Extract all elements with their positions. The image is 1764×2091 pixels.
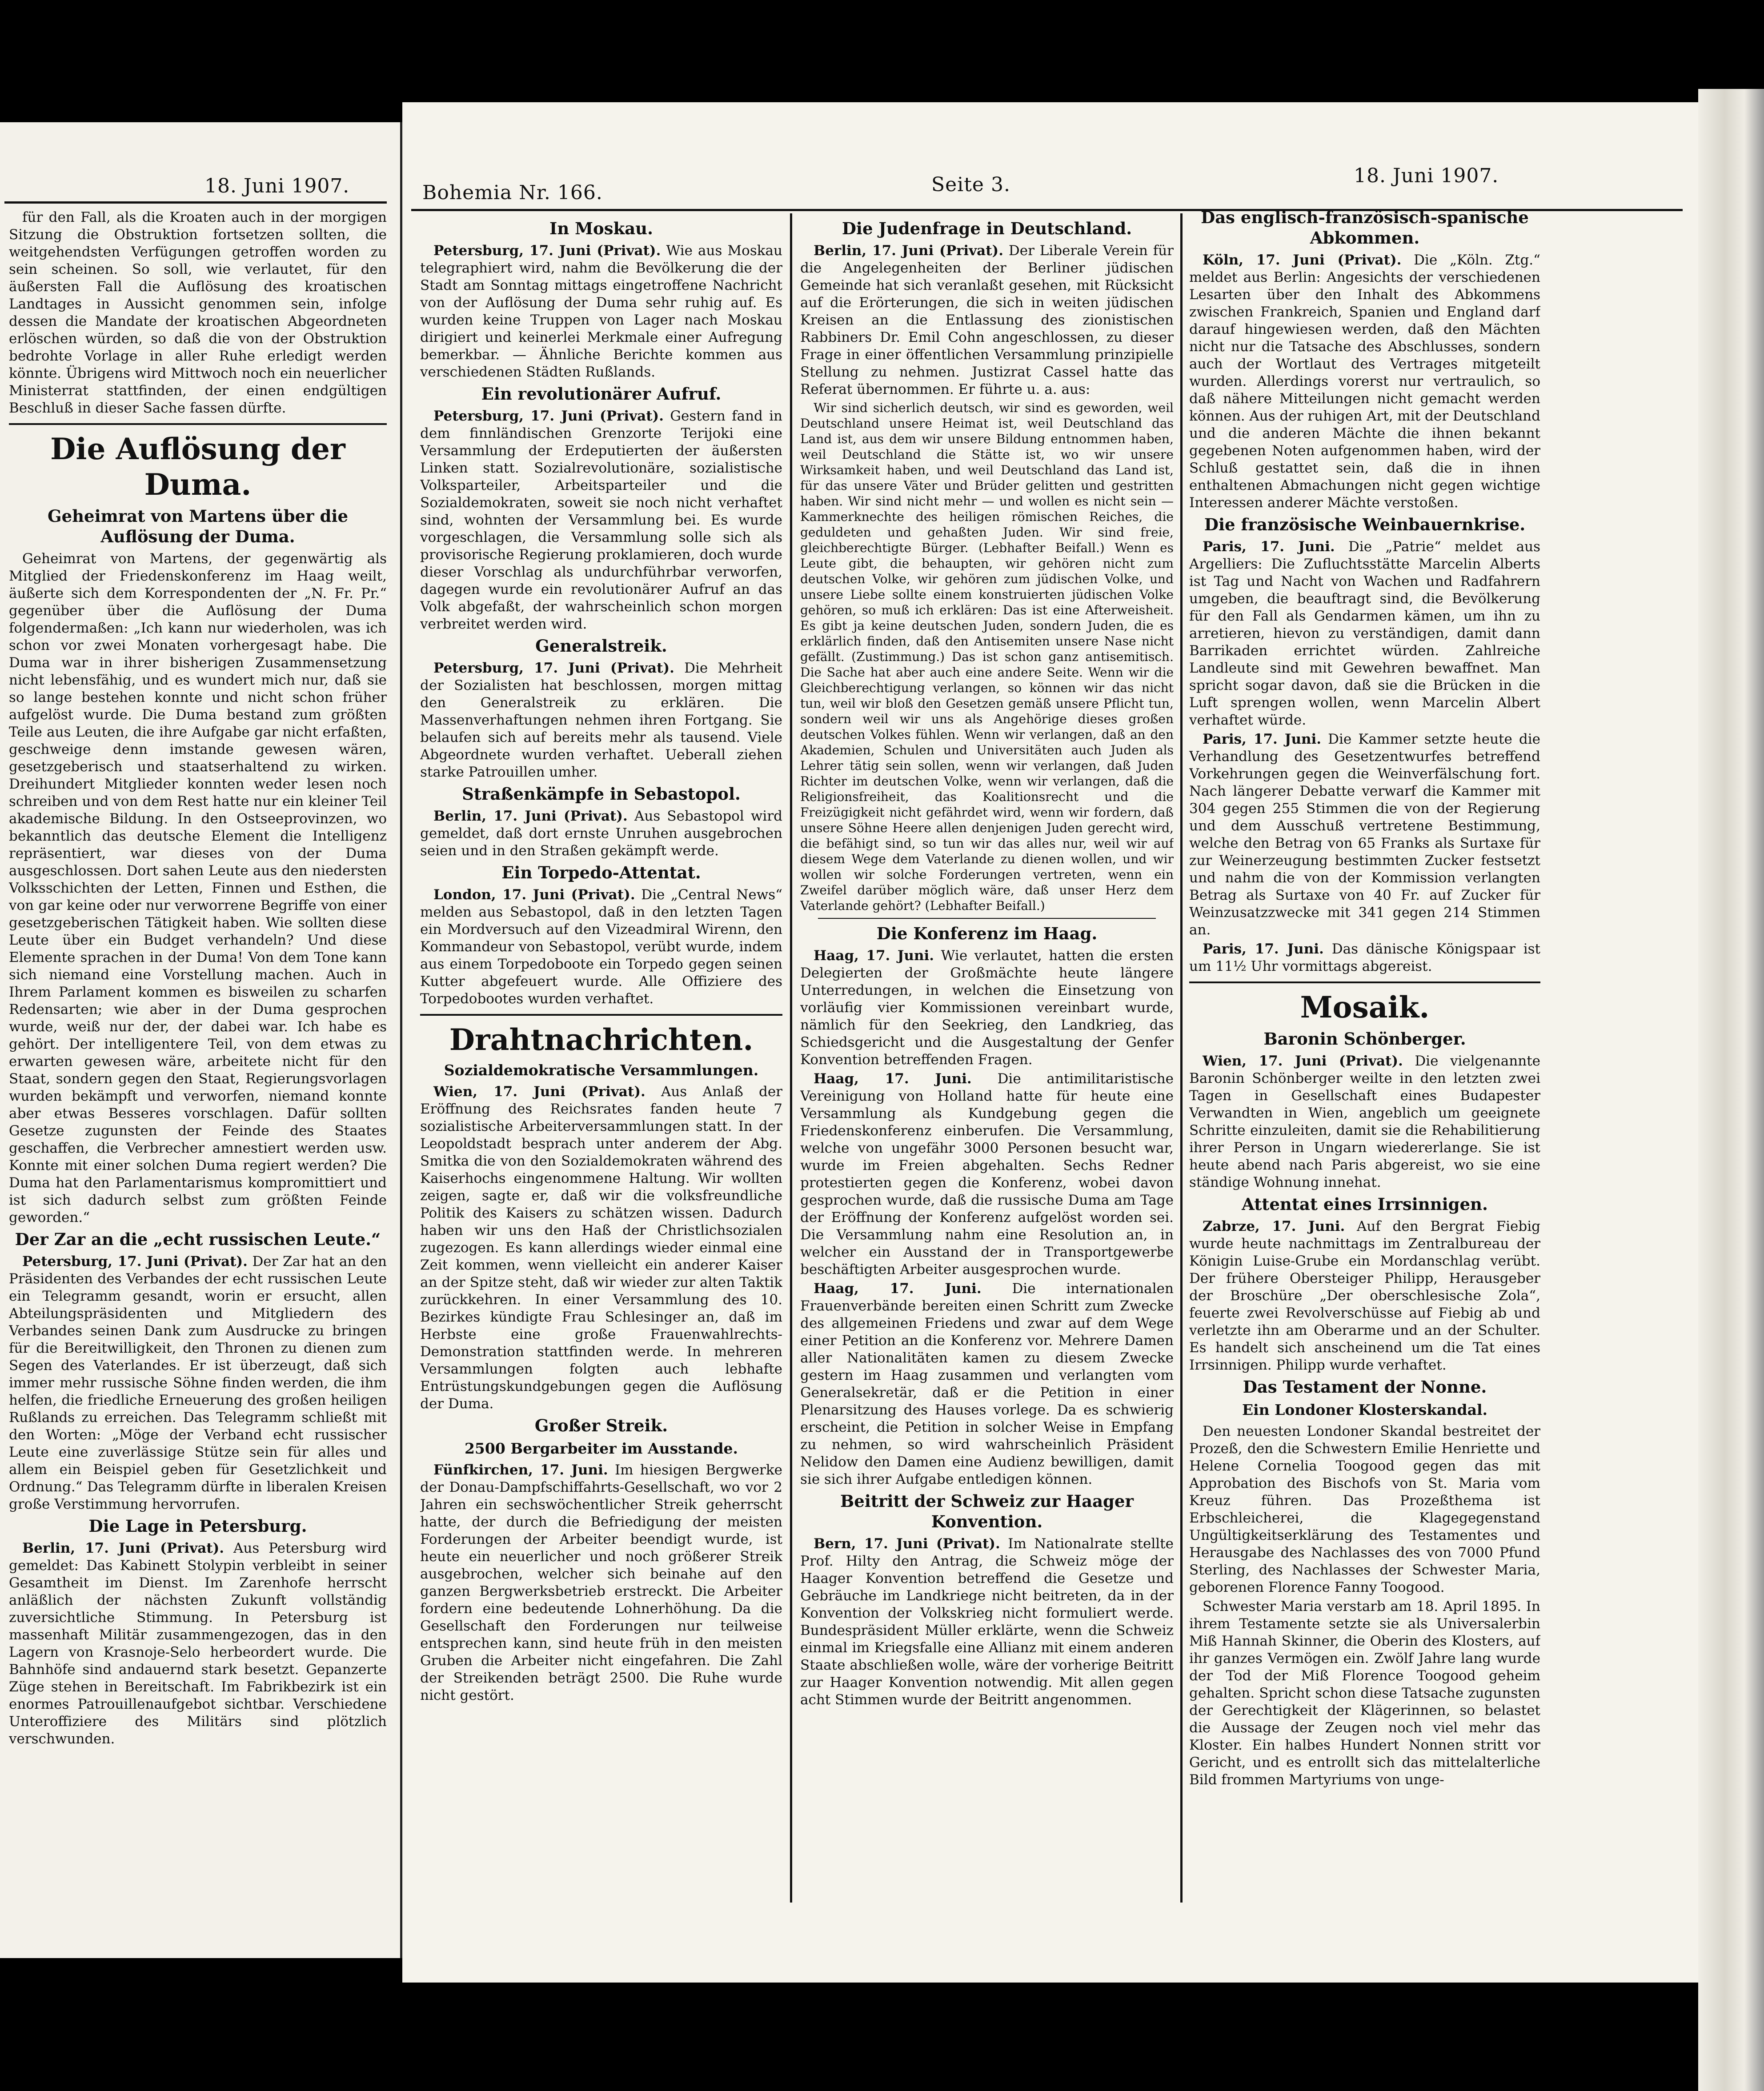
sozdem-article: Aus Anlaß der Eröffnung des Reichsrates fanden heute 7 sozialistische Arbeiterversammlungen statt. In der Leopoldstadt besprach unter anderem der Abg. Smitka die von den Sozialdemokraten während des Kaiserhochs eingenommene Haltung. Wir wollten zeigen, sagte er, daß wir die volksfreundliche Politik des Kaisers zu schätzen wissen. Dadurch haben wir uns den Haß der Christlichsozialen zugezogen. Es kann allerdings wieder einmal eine Zeit kommen, wenn vielleicht ein anderer Kaiser an der Spitze steht, daß wir wieder zur alten Taktik zurückkehren. In einer Versammlung des 10. Bezirkes kündigte Frau Schlesinger an, daß im Herbste eine große Frauenwahlrechts-Demonstration stattfinden werde. In mehreren Versammlungen folgten auch lebhafte Entrüstungskundgebungen gegen die Auflösung der Duma. [420, 1084, 782, 1412]
sebastopol-article: Aus Sebastopol wird gemeldet, daß dort ernste Unruhen ausgebrochen seien und in den Straßen gekämpft werde. [420, 808, 782, 859]
torpedo-headline: Ein Torpedo-Attentat. [501, 863, 701, 882]
wein3-article: Das dänische Königspaar ist um 11½ Uhr vormittags abgereist. [1189, 941, 1540, 974]
judenfrage-article: Der Liberale Verein für die Angelegenheiten der Berliner jüdischen Gemeinde hat sich veranlaßt gesehen, mit Rücksicht auf die Erörterungen, die sich in weiten jüdischen Kreisen an die Entlassung des zionistischen Rabbiners Dr. Emil Cohn angeschlossen, zu dieser Frage in einer öffentlichen Versammlung prinzipielle Stellung zu nehmen. Justizrat Cassel hatte das Referat übernommen. Er führte u. a. aus: [800, 243, 1174, 397]
lage-article: Aus Petersburg wird gemeldet: Das Kabinett Stolypin verbleibt in seiner Gesamtheit im Dienst. Im Zarenhofe herrscht anläßlich der nächsten Zukunft vollständig zuversichtliche Stimmung. In Petersburg ist massenhaft Militär zusammengezogen, das in den Lagern von Krasnoje-Selo herbeordert wurde. Die Bahnhöfe sind andauernd stark besetzt. Gepanzerte Züge stehen in Bereitschaft. Im Fabrikbezirk ist ein enormes Patrouillenaufgebot sichtbar. Verschiedene Unteroffiziere des Militärs sind plötzlich verschwunden. [9, 1540, 387, 1747]
judenfrage-headline: Die Judenfrage in Deutschland. [842, 219, 1132, 238]
generalstreik-headline: Generalstreik. [535, 636, 667, 656]
wein3-dateline: Paris, 17. Juni. [1203, 941, 1324, 957]
column-rule-1 [790, 213, 792, 1903]
martens-headline: Geheimrat von Martens über die Auflösung der Duma. [47, 506, 348, 546]
torpedo-article: Die „Central News“ melden aus Sebastopol, daß in den letzten Tagen ein Mordversuch auf den Vizeadmiral Wirenn, den Kommandeur von Sebastopol, verübt wurde, indem aus einem Torpedoboote ein Torpedo gegen seinen Kutter abgefeuert wurde. Alle Offiziere des Torpedobootes wurden verhaftet. [420, 887, 782, 1007]
sebastopol-headline: Straßenkämpfe in Sebastopol. [462, 784, 741, 804]
left-facing-page [0, 122, 403, 1958]
sebastopol-dateline: Berlin, 17. Juni (Privat). [433, 808, 628, 824]
abkommen-article: Die „Köln. Ztg.“ meldet aus Berlin: Angesichts der verschiedenen Lesarten über den Inhalt des Abkommens zwischen Frankreich, Spanien und England darf darauf hingewiesen werden, daß den Mächten nicht nur die Tatsache des Abschlusses, sondern auch der Wortlaut des Vertrages mitgeteilt wurden. Allerdings vorerst nur vertraulich, so daß nähere Mitteilungen nicht gemacht werden können. Aus der ruhigen Art, mit der Deutschland und die anderen Mächte die ihnen bekannt gegebenen Noten aufgenommen haben, wird der Schluß gestattet sein, daß die in ihnen enthaltenen Abmachungen nicht gegen wichtige Interessen anderer Mächte verstoßen. [1189, 252, 1540, 511]
moskau-dateline: Petersburg, 17. Juni (Privat). [433, 243, 661, 259]
sozdem-dateline: Wien, 17. Juni (Privat). [433, 1084, 645, 1100]
moskau-article: Wie aus Moskau telegraphiert wird, nahm die Bevölkerung die der Stadt am Sonntag mittags eingetroffene Nachricht von der Auflösung der Duma sehr ruhig auf. Es wurden keine Truppen von Lager nach Moskau dirigiert und keinerlei Merkmale einer Aufregung bemerkbar. — Ähnliche Berichte kommen aus verschiedenen Städten Rußlands. [420, 243, 782, 380]
baronin-dateline: Wien, 17. Juni (Privat). [1203, 1053, 1403, 1069]
martens-article: Geheimrat von Martens, der gegenwärtig als Mitglied der Friedenskonferenz im Haag weilt, äußerte sich dem Korrespondenten der „N. Fr. Pr.“ gegenüber über die Auflösung der Duma folgendermaßen: „Ich kann nur wiederholen, was ich schon vor zwei Monaten vorhergesagt habe. Die Duma war in ihrer bisherigen Zusammensetzung nicht lebensfähig, und es wundert mich nur, daß sie so lange bestehen konnte und nicht schon früher aufgelöst wurde. Die Duma bestand zum größten Teile aus Leuten, die ihre Aufgabe gar nicht erfaßten, geschweige denn imstande gewesen wären, gesetzgeberisch und staatserhaltend zu wirken. Dreihundert Mitglieder konnten weder lesen noch schreiben und von dem Rest hatte nur ein kleiner Teil akademische Bildung. In den Ostseeprovinzen, wo bekanntlich das deutsche Element die Intelligenz repräsentiert, war dieses von der Duma ausgeschlossen. Dort sahen Leute aus den niedersten Volksschichten der Letten, Finnen und Esthen, die von gar keine oder nur verworrene Begriffe von einer gesetzgeberischen Tätigkeit haben. Wie sollten diese Leute über ein Budget verhandeln? Und diese Elemente sprachen in der Duma! Von dem Tone kann sich niemand eine Vorstellung machen. Auch in Ihrem Parlament kommen es bisweilen zu scharfen Redensarten; wie aber in der Duma gesprochen wurde, weiß nur der, der dabei war. Ich habe es gehört. Der intelligentere Teil, von dem etwas zu erwarten gewesen wäre, arbeitete nicht für den Staat, sondern gegen den Staat, Regierungsvorlagen wurden bekämpft und verworfen, niemand konnte aber etwas Besseres vorschlagen. Dafür sollten Gesetze zugunsten der Feinde des Staates geschaffen, die Verbrecher amnestiert werden usw. Konnte mit einer solchen Duma regiert werden? Die Duma hat den Parlamentarismus kompromittiert und ist sich dadurch selbst zum größten Feinde geworden.“ [9, 551, 387, 1226]
baronin-article: Die vielgenannte Baronin Schönberger weilte in den letzten zwei Tagen in Gesellschaft eines Budapester Verwandten in Wien, angeblich um geeignete Schritte einzuleiten, damit sie die Rehabilitierung ihrer Person in Ungarn wiedererlange. Sie ist heute abend nach Paris abgereist, wo sie eine ständige Wohnung innehat. [1189, 1053, 1540, 1190]
abkommen-headline: Das englisch-französisch-spanische Abkommen. [1201, 208, 1529, 248]
streik-article: Im hiesigen Bergwerke der Donau-Dampfschiffahrts-Gesellschaft, wo vor 2 Jahren ein sechswöchentlicher Streik geherrscht hatte, der durch die Befriedigung der meisten Forderungen der Arbeiter beendigt wurde, ist heute ein neuerlicher und noch größerer Streik ausgebrochen, welcher sich beinahe auf den ganzen Bergwerksbetrieb erstreckt. Die Arbeiter fordern eine bedeutende Lohnerhöhung. Da die Gesellschaft den Forderungen nur teilweise entsprechen kann, sind heute früh in den meisten Gruben die Arbeiter nicht eingefahren. Die Zahl der Streikenden beträgt 2500. Die Ruhe wurde nicht gestört. [420, 1462, 782, 1703]
schweiz-dateline: Bern, 17. Juni (Privat). [814, 1536, 1000, 1552]
streik-headline: Großer Streik. [534, 1416, 668, 1435]
moskau-headline: In Moskau. [549, 219, 653, 238]
kroatien-paragraph: für den Fall, als die Kroaten auch in der morgigen Sitzung die Obstruktion fortsetzen sollten, die weitgehendsten Verfügungen getroffen worden zu sein scheinen. So soll, wie verlautet, für den äußersten Fall die Auflösung des kroatischen Landtages in Aussicht genommen sein, infolge dessen die Mandate der kroatischen Abgeordneten erlöschen würden, so daß die von der Obstruktion bedrohte Vorlage in aller Ruhe erledigt werden könnte. Übrigens wird Mittwoch noch ein neuerlicher Ministerrat stattfinden, der einen endgültigen Beschluß in dieser Sache fassen dürfte. [9, 209, 387, 416]
left-page-date: 18. Juni 1907. [204, 175, 350, 197]
duma-main-headline: Die Auflösung der Duma. [50, 432, 345, 502]
nonne-article-2: Schwester Maria verstarb am 18. April 1895. In ihrem Testamente setzte sie als Universalerbin Miß Hannah Skinner, die Oberin des Klosters, auf ihr ganzes Vermögen ein. Zwölf Jahre lang wurde der Tod der Miß Florence Toogood geheim gehalten. Spricht schon diese Tatsache zugunsten der Gerechtigkeit der Klägerinnen, so belastet die Aussage der Zeugen noch viel mehr das Kloster. Ein halbes Hundert Nonnen stritt vor Gericht, und es entrollt sich das mittelalterliche Bild frommen Martyriums von unge- [1189, 1598, 1540, 1788]
nonne-headline: Das Testament der Nonne. [1243, 1377, 1487, 1397]
aufruf-article: Gestern fand in dem finnländischen Grenzorte Terijoki eine Versammlung der Erdeputierten der äußersten Linken statt. Sozialrevolutionäre, sozialistische Volksparteiler, Arbeitsparteiler und die Sozialdemokraten, soweit sie noch nicht verhaftet sind, wohnten der Versammlung bei. Es wurde vorgeschlagen, die Versammlung solle sich als provisorische Regierung proklamieren, doch wurde dieser Vorschlag als undurchführbar verworfen, dagegen wurde ein revolutionärer Aufruf an das Volk abgefaßt, der wahrscheinlich schon morgen verbreitet werden wird. [420, 408, 782, 632]
page-stack-edge [1698, 89, 1764, 2091]
wein2-dateline: Paris, 17. Juni. [1203, 731, 1322, 747]
irrsinn-headline: Attentat eines Irrsinnigen. [1242, 1194, 1488, 1214]
mosaik-headline: Mosaik. [1300, 990, 1430, 1025]
nonne-subheadline: Ein Londoner Klosterskandal. [1242, 1401, 1488, 1418]
wein2-article: Die Kammer setzte heute die Verhandlung des Gesetzentwurfes betreffend Vorkehrungen gegen die Weinverfälschung fort. Nach längerer Debatte verwarf die Kammer mit 304 gegen 255 Stimmen die von der Regierung und dem Ausschuß vertretene Bestimmung, welche den Betrag von 65 Franks als Surtaxe für zur Weinerzeugung bestimmten Zucker festsetzt und nahm die von der Kommission verlangten Betrag als Surtaxe von 40 Fr. auf Zucker für Weinzusatzzwecke mit 341 gegen 214 Stimmen an. [1189, 731, 1540, 938]
left-column [9, 209, 387, 1943]
lage-headline: Die Lage in Petersburg. [88, 1516, 307, 1536]
haag-headline: Die Konferenz im Haag. [876, 924, 1098, 943]
masthead-issue: Bohemia Nr. 166. [422, 181, 603, 204]
streik-dateline: Fünfkirchen, 17. Juni. [433, 1462, 608, 1478]
judenfrage-quote: Wir sind sicherlich deutsch, wir sind es geworden, weil Deutschland unsere Heimat ist, weil Deutschland das Land ist, aus dem wir unsere Bildung entnommen haben, weil Deutschland die Stätte ist, wo wir unsere Wirksamkeit haben, und weil Deutschland das Land ist, für das unsere Väter und Brüder gelitten und gestritten haben. Wir sind nicht mehr — und wollen es nicht sein — Kammerknechte des heiligen römischen Reiches, die geduldeten und gehaßten Juden. Wir sind freie, gleichberechtigte Bürger. (Lebhafter Beifall.) Wenn es Leute gibt, die behaupten, wir gehören nicht zum deutschen Volke, wir gehören zum jüdischen Volke, und unsere Liebe sollte einem konstruierten jüdischen Volke gehören, so muß ich erklären: Das ist eine Afterweisheit. Es gibt ja keine deutschen Juden, sondern Juden, die es erklärlich finden, daß den Antisemiten unsere Nase nicht gefällt. (Zustimmung.) Das ist schon ganz antisemitisch. Die Sache hat aber auch eine andere Seite. Wenn wir die Gleichberechtigung verlangen, so können wir das nicht tun, weil wir bloß den Gesetzen gemäß unsere Pflicht tun, sondern weil wir uns als Angehörige dieses großen deutschen Volkes fühlen. Wenn wir verlangen, daß an den Akademien, Schulen und Universitäten auch Juden als Lehrer tätig sein sollen, wenn wir verlangen, daß Juden Richter im deutschen Volke, wenn wir verlangen, daß die Religionsfreiheit, das Koalitionsrecht und die Freizügigkeit nicht gefährdet wird, wenn wir fordern, daß unsere Söhne Heere allen denjenigen Juden gerecht wird, die befähigt sind, so tun wir das alles nur, weil wir auf diesem Wege dem Vaterlande zu dienen wollen, und wir wollen wir solche Forderungen vertreten, wenn ein Zweifel darüber möglich wäre, daß unser Herz dem Vaterlande gehört? (Lebhafter Beifall.) [800, 401, 1174, 913]
wein1-article: Die „Patrie“ meldet aus Argelliers: Die Zufluchtsstätte Marcelin Alberts ist Tag und Nacht von Wachen und Radfahrern umgeben, die beauftragt sind, die Bevölkerung für den Fall als Gendarmen kämen, um ihn zu arretieren, hievon zu verständigen, damit dann Barrikaden errichtet würden. Zahlreiche Landleute sind mit Gewehren bewaffnet. Man spricht sogar davon, daß sie die Brücken in die Luft sprengen wollen, wenn Marcelin Albert verhaftet würde. [1189, 539, 1540, 728]
zar-dateline: Petersburg, 17. Juni (Privat). [22, 1254, 248, 1270]
haag3-dateline: Haag, 17. Juni. [814, 1281, 982, 1297]
column-2 [800, 216, 1174, 1931]
generalstreik-dateline: Petersburg, 17. Juni (Privat). [433, 660, 674, 676]
abkommen-dateline: Köln, 17. Juni (Privat). [1203, 252, 1402, 268]
page-date: 18. Juni 1907. [1354, 164, 1499, 187]
irrsinn-article: Auf den Bergrat Fiebig wurde heute nachmittags im Zentralbureau der Königin Luise-Grube ein Mordanschlag verübt. Der frühere Obersteiger Philipp, Herausgeber der Broschüre „Der oberschlesische Zola“, feuerte zwei Revolverschüsse auf Fiebig ab und verletzte ihn am Oberarme und an der Schulter. Es handelt sich anscheinend um die Tat eines Irrsinnigen. Philipp wurde verhaftet. [1189, 1218, 1540, 1373]
weinbauern-headline: Die französische Weinbauernkrise. [1204, 515, 1526, 534]
baronin-headline: Baronin Schönberger. [1263, 1029, 1466, 1049]
drahtnachrichten-headline: Drahtnachrichten. [449, 1022, 754, 1057]
left-header-rule [4, 201, 387, 204]
judenfrage-dateline: Berlin, 17. Juni (Privat). [814, 243, 1004, 259]
sozdem-headline: Sozialdemokratische Versammlungen. [444, 1062, 759, 1079]
divider [420, 1014, 782, 1016]
column-rule-2 [1180, 213, 1183, 1903]
haag2-article: Die antimilitaristische Vereinigung von Holland hatte für heute eine Versammlung als Kundgebung gegen die Friedenskonferenz einberufen. Die Versammlung, welche von ungefähr 3000 Personen besucht war, wurde im Freien abgehalten. Sechs Redner protestierten gegen die Konferenz, wobei davon gesprochen wurde, daß die russische Duma am Tage der Eröffnung der Konferenz aufgelöst worden sei. Die Versammlung nahm eine Resolution an, in welcher ein Ausstand der in Transportgewerbe beschäftigten Arbeiter ausgesprochen wurde. [800, 1071, 1174, 1278]
divider [9, 423, 387, 425]
nonne-article-1: Den neuesten Londoner Skandal bestreitet der Prozeß, den die Schwestern Emilie Henriette und Helene Cornelia Toogood gegen das mit Approbation des Bischofs von St. Maria vom Kreuz führen. Das Prozeßthema ist Erbschleicherei, die Klagegegenstand Ungültigkeitserklärung des Testamentes und Herausgabe des Nachlasses des von 7000 Pfund Sterling, des Nachlasses der Schwester Maria, geborenen Florence Fanny Toogood. [1189, 1423, 1540, 1595]
schweiz-article: Im Nationalrate stellte Prof. Hilty den Antrag, die Schweiz möge der Haager Konvention betreffend die Gesetze und Gebräuche im Landkriege nicht beitreten, da in der Konvention der Volkskrieg nicht formuliert werde. Bundespräsident Müller erklärte, wenn die Schweiz einmal im Kriegsfalle eine Allianz mit einem anderen Staate abschließen wolle, wäre der vorherige Beitritt zur Haager Konvention notwendig. Mit allen gegen acht Stimmen wurde der Beitritt angenommen. [800, 1536, 1174, 1708]
zar-headline: Der Zar an die „echt russischen Leute.“ [15, 1230, 381, 1249]
streik-subheadline: 2500 Bergarbeiter im Ausstande. [464, 1440, 738, 1457]
lage-dateline: Berlin, 17. Juni (Privat). [22, 1540, 225, 1556]
haag2-dateline: Haag, 17. Juni. [814, 1071, 972, 1087]
irrsinn-dateline: Zabrze, 17. Juni. [1203, 1218, 1345, 1234]
column-3 [1189, 204, 1540, 1929]
haag1-dateline: Haag, 17. Juni. [814, 948, 934, 964]
haag1-article: Wie verlautet, hatten die ersten Delegierten der Großmächte heute längere Unterredungen, in welchen die Einsetzung von vorläufig vier Kommissionen vereinbart wurde, nämlich für den Seekrieg, den Landkrieg, das Schiedsgericht und die Ausgestaltung der Genfer Konvention betreffenden Fragen. [800, 948, 1174, 1068]
column-1 [420, 216, 782, 1931]
generalstreik-article: Die Mehrheit der Sozialisten hat beschlossen, morgen mittag den Generalstreik zu erklären. Die Massenverhaftungen nehmen ihren Fortgang. Sie belaufen sich auf bereits mehr als tausend. Viele Abgeordnete wurden verhaftet. Ueberall ziehen starke Patrouillen umher. [420, 660, 782, 780]
schweiz-headline: Beitritt der Schweiz zur Haager Konvention. [840, 1491, 1134, 1531]
right-page [402, 102, 1743, 1983]
haag3-article: Die internationalen Frauenverbände bereiten einen Schritt zum Zwecke des allgemeinen Friedens und zwar auf dem Wege einer Petition an die Konferenz vor. Mehrere Damen aller Nationalitäten kamen zu diesem Zwecke gestern im Haag zusammen und verlangten vom Generalsekretär, daß er die Petition in einer Plenarsitzung des Hauses vorlege. Da es schwierig erscheint, die Petition in solcher Weise in Empfang zu nehmen, so wird wahrscheinlich Präsident Nelidow den Damen eine Audienz bewilligen, damit sie sich ihrer Aufgabe entledigen können. [800, 1281, 1174, 1487]
divider [818, 918, 1156, 919]
page-number: Seite 3. [931, 173, 1010, 196]
divider [1189, 981, 1540, 983]
aufruf-dateline: Petersburg, 17. Juni (Privat). [433, 408, 664, 424]
wein1-dateline: Paris, 17. Juni. [1203, 539, 1335, 555]
torpedo-dateline: London, 17. Juni (Privat). [433, 887, 635, 903]
zar-article: Der Zar hat an den Präsidenten des Verbandes der echt russischen Leute ein Telegramm gesandt, worin er ersucht, allen Abteilungspräsidenten und Mitgliedern des Verbandes seinen Dank zum Ausdrucke zu bringen für die Bereitwilligkeit, den Thronen zu dienen zum Segen des Vaterlandes. Er ist überzeugt, daß sich immer mehr russische Söhne finden werden, die ihm helfen, die friedliche Erneuerung des großen heiligen Rußlands zu erreichen. Das Telegramm schließt mit den Worten: „Möge der Verband echt russischer Leute eine zuverlässige Stütze sein für alles und allem ein Beispiel geben für Gesetzlichkeit und Ordnung.“ Das Telegramm dürfte in liberalen Kreisen große Verstimmung hervorrufen. [9, 1254, 387, 1512]
aufruf-headline: Ein revolutionärer Aufruf. [481, 384, 722, 404]
